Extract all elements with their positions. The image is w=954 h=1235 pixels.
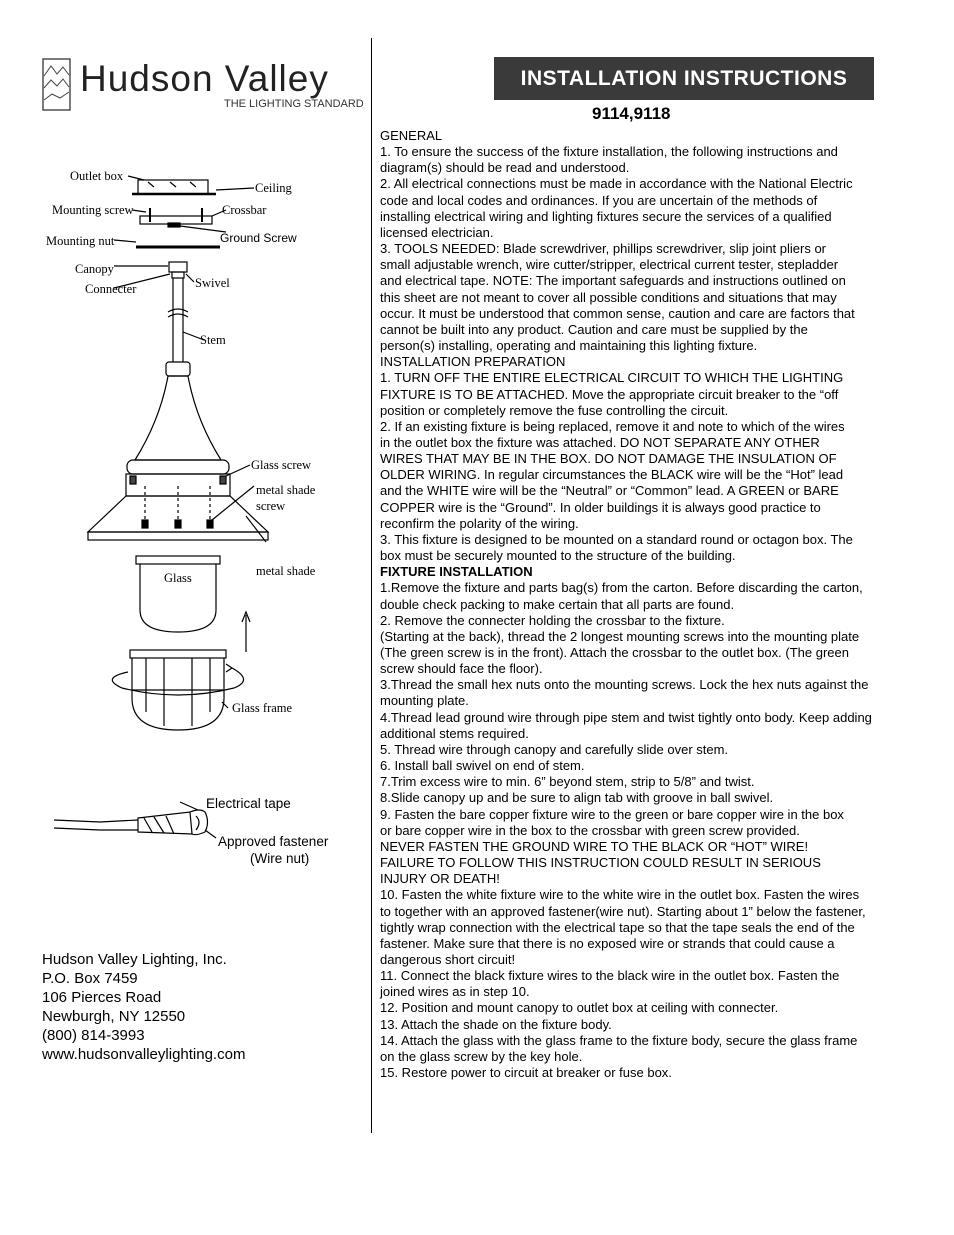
fixture-diagram	[40, 160, 340, 740]
instruction-line: reconfirm the polarity of the wiring.	[380, 515, 579, 531]
instructions-text	[380, 128, 920, 1081]
brand-logo	[42, 56, 372, 116]
address-line: P.O. Box 7459	[42, 970, 138, 987]
instruction-line: on the glass screw by the key hole.	[380, 1048, 583, 1064]
instruction-line: FIXTURE IS TO BE ATTACHED. Move the appropriate circuit breaker to the “off	[380, 386, 839, 402]
instruction-line: 1.Remove the fixture and parts bag(s) from the carton. Before discarding the carton,	[380, 580, 863, 596]
instruction-line: to together with an approved fastener(wire nut). Starting about 1” below the fastener,	[380, 903, 866, 919]
instruction-line: person(s) installing, operating and maintaining this lighting fixture.	[380, 338, 758, 354]
instruction-line: screw should face the floor).	[380, 661, 543, 677]
instruction-line: small adjustable wrench, wire cutter/stripper, electrical current tester, stepladder	[380, 257, 839, 273]
label-electrical-tape: Electrical tape	[206, 796, 291, 811]
instruction-line: GENERAL	[380, 128, 443, 143]
label-connecter: Connecter	[85, 282, 137, 296]
instruction-line: WIRES THAT MAY BE IN THE BOX. DO NOT DAMAGE THE INSULATION OF	[380, 451, 837, 467]
instruction-line: dangerous short circuit!	[380, 951, 516, 967]
instruction-line: 2. All electrical connections must be made in accordance with the National Electric	[380, 176, 853, 192]
instruction-line: INJURY OR DEATH!	[380, 871, 500, 887]
label-ground-screw: Ground Screw	[220, 231, 297, 245]
instruction-line: or bare copper wire in the box to the crossbar with green screw provided.	[380, 822, 800, 838]
instruction-line: joined wires as in step 10.	[380, 984, 530, 1000]
section-heading: FIXTURE INSTALLATION	[380, 564, 533, 580]
label-outlet-box: Outlet box	[70, 169, 124, 183]
instruction-line: 11. Connect the black fixture wires to the black wire in the outlet box. Fasten the	[380, 968, 840, 984]
instruction-line: 15. Restore power to circuit at breaker or fuse box.	[380, 1065, 672, 1081]
instruction-line: and the WHITE wire will be the “Neutral” or “Common” lead. A GREEN or BARE	[380, 483, 839, 499]
instruction-line: FAILURE TO FOLLOW THIS INSTRUCTION COULD RESULT IN SERIOUS	[380, 855, 821, 871]
instruction-line: tightly wrap connection with the electrical tape so that the tape seals the end of the	[380, 919, 855, 935]
label-wire-nut: (Wire nut)	[250, 851, 310, 866]
instruction-line: 1. To ensure the success of the fixture installation, the following instructions and	[380, 144, 838, 160]
instruction-line: COPPER wire is the “Ground”. In older buildings it is always good practice to	[380, 499, 821, 515]
instruction-line: 1. TURN OFF THE ENTIRE ELECTRICAL CIRCUIT TO WHICH THE LIGHTING	[380, 370, 844, 386]
label-ceiling: Ceiling	[255, 181, 292, 195]
phone-number: (800) 814-3993	[42, 1027, 145, 1044]
instruction-line: 3. TOOLS NEEDED: Blade screwdriver, phillips screwdriver, slip joint pliers or	[380, 241, 827, 257]
instruction-line: occur. It must be understood that common sense, caution and care are factors that	[380, 305, 855, 321]
page-title-banner: INSTALLATION INSTRUCTIONS	[494, 57, 874, 100]
instruction-line: 3.Thread the small hex nuts onto the mounting screws. Lock the hex nuts against the	[380, 677, 869, 693]
label-mounting-screw: Mounting screw	[52, 203, 134, 217]
instruction-line: additional stems required.	[380, 725, 529, 741]
instruction-line: mounting plate.	[380, 693, 469, 709]
instruction-line: 13. Attach the shade on the fixture body.	[380, 1016, 612, 1032]
instruction-line: fastener. Make sure that there is no exposed wire or strands that could cause a	[380, 935, 835, 951]
instruction-line: (Starting at the back), thread the 2 longest mounting screws into the mounting plate	[380, 628, 860, 644]
label-mounting-nut: Mounting nut	[46, 234, 115, 248]
instruction-line: and electrical tape. NOTE: The important safeguards and instructions outlined on	[380, 273, 846, 289]
instruction-line: 8.Slide canopy up and be sure to align tab with groove in ball swivel.	[380, 790, 774, 806]
instruction-line: installing electrical wiring and lighting fixtures secure the services of a qualified	[380, 208, 832, 224]
instruction-line: (The green screw is in the front). Attach the crossbar to the outlet box. (The green	[380, 645, 849, 660]
brand-name: Hudson Valley	[80, 58, 329, 99]
instruction-line: double check packing to make certain that all parts are found.	[380, 596, 735, 612]
instruction-line: box must be securely mounted to the structure of the building.	[380, 548, 736, 564]
brand-tagline: THE LIGHTING STANDARD	[224, 98, 364, 110]
instruction-line: 2. Remove the connecter holding the crossbar to the fixture.	[380, 612, 725, 628]
address-line: 106 Pierces Road	[42, 989, 162, 1006]
label-metal-shade: metal shade	[256, 564, 316, 578]
wire-nut-diagram	[40, 790, 340, 870]
instruction-line: code and local codes and ordinances. If you are uncertain of the methods of	[380, 192, 818, 208]
instruction-line: NEVER FASTEN THE GROUND WIRE TO THE BLACK OR “HOT” WIRE!	[380, 838, 809, 854]
instruction-line: 9. Fasten the bare copper fixture wire to the green or bare copper wire in the box	[380, 806, 844, 822]
address-line: Hudson Valley Lighting, Inc.	[42, 951, 227, 968]
label-metal-shade-screw-1: metal shade	[256, 483, 316, 497]
label-swivel: Swivel	[195, 276, 230, 290]
label-glass: Glass	[164, 571, 192, 585]
instruction-line: in the outlet box the fixture was attached. DO NOT SEPARATE ANY OTHER	[380, 434, 820, 450]
instruction-line: INSTALLATION PREPARATION	[380, 354, 566, 370]
label-metal-shade-screw-2: screw	[256, 499, 286, 513]
label-glass-frame: Glass frame	[232, 701, 293, 715]
column-divider	[371, 38, 372, 1133]
instruction-line: 2. If an existing fixture is being replaced, remove it and note to which of the wires	[380, 418, 845, 434]
instruction-line: licensed electrician.	[380, 224, 494, 240]
instruction-line: 14. Attach the glass with the glass frame to the fixture body, secure the glass frame	[380, 1032, 858, 1048]
company-address	[42, 950, 245, 1064]
instruction-line: 7.Trim excess wire to min. 6” beyond stem, strip to 5/8” and twist.	[380, 774, 755, 790]
instruction-line: OLDER WIRING. In regular circumstances the BLACK wire will be the “Hot” lead	[380, 467, 844, 483]
model-numbers: 9114,9118	[592, 104, 671, 123]
instruction-line: 4.Thread lead ground wire through pipe stem and twist tightly onto body. Keep adding	[380, 709, 872, 725]
instruction-line: diagram(s) should be read and understood.	[380, 160, 630, 176]
instruction-line: 10. Fasten the white fixture wire to the white wire in the outlet box. Fasten the wires	[380, 887, 860, 903]
label-canopy: Canopy	[75, 262, 114, 276]
label-approved-fastener: Approved fastener	[218, 834, 329, 849]
address-line: Newburgh, NY 12550	[42, 1008, 186, 1025]
website-url: www.hudsonvalleylighting.com	[42, 1046, 246, 1063]
instruction-line: 3. This fixture is designed to be mounted on a standard round or octagon box. The	[380, 531, 853, 547]
instruction-line: 5. Thread wire through canopy and carefully slide over stem.	[380, 741, 729, 757]
instruction-line: 6. Install ball swivel on end of stem.	[380, 758, 585, 774]
label-crossbar: Crossbar	[222, 203, 267, 217]
instruction-line: 12. Position and mount canopy to outlet box at ceiling with connecter.	[380, 1000, 779, 1016]
label-stem: Stem	[200, 333, 226, 347]
instruction-line: cannot be built into any product. Caution and care must be supplied by the	[380, 321, 808, 337]
instruction-line: position or completely remove the fuse controlling the circuit.	[380, 402, 729, 418]
instruction-line: this sheet are not meant to cover all possible conditions and situations that may	[380, 289, 837, 305]
hudson-valley-mark-icon	[42, 58, 72, 112]
label-glass-screw: Glass screw	[251, 458, 312, 472]
